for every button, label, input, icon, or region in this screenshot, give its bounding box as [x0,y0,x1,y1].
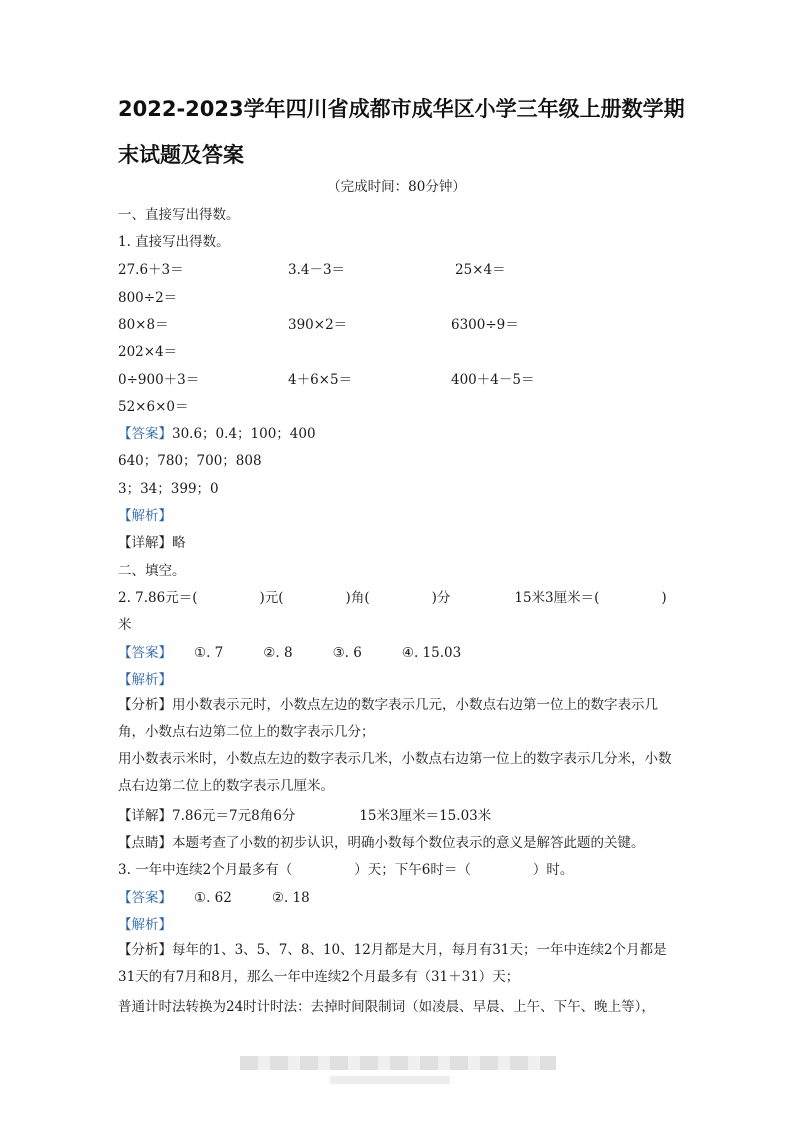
question-2-unit: 米 [118,617,132,633]
fenxi-text: 用小数表示元时，小数点左边的数字表示几元，小数点右边第一位上的数字表示几角，小数点右边第二位上的数字表示几分； [118,697,658,740]
section-1-heading: 一、直接写出得数。 [118,207,240,223]
calc-item: 25×4＝ [455,262,506,278]
q3-part-b: ）天；下午6时＝（ [354,862,471,878]
calc-item: 27.6＋3＝ [118,262,184,278]
answer-tag: 【答案】 [118,426,172,442]
question-2-text [118,588,667,608]
q2-fen: )分 [431,590,451,606]
answer-tag: 【答案】 [118,645,172,661]
calc-item: 80×8＝ [118,317,169,333]
calc-item: 400＋4－5＝ [451,372,535,388]
answer-item: ②. 18 [271,890,310,906]
q2-jiao: )角( [345,590,370,606]
analysis-tag: 【解析】 [118,508,172,524]
analysis-tag: 【解析】 [118,917,172,933]
fenxi-text: 每年的1、3、5、7、8、10、12月都是大月，每月有31天；一年中连续2个月都是31天的有7月和8月，那么一年中连续2个月最多有（31＋31）天； [118,942,667,985]
analysis-tag: 【解析】 [118,672,172,688]
detail-tag: 【详解】 [118,535,172,551]
fenxi-tag: 【分析】 [118,697,172,713]
calc-item: 3.4－3＝ [288,262,346,278]
detail-text-b: 15米3厘米＝15.03米 [359,808,492,824]
answer-item: ①. 7 [194,645,224,661]
q2-close: ) [661,590,667,606]
detail-text: 略 [172,535,186,551]
question-1-text: 1. 直接写出得数。 [118,234,230,250]
q3-part-a: 3. 一年中连续2个月最多有（ [118,862,293,878]
time-note: （完成时间：80分钟） [327,179,466,195]
q2-fenxi-paragraph-2: 用小数表示米时，小数点左边的数字表示几米，小数点右边第一位上的数字表示几分米，小数点右边第二位上的数字表示几厘米。 [118,751,672,794]
answer-item: ④. 15.03 [401,645,462,661]
blurred-footer-watermark [240,1056,556,1070]
calc-item: 390×2＝ [288,317,348,333]
q3-part-c: ）时。 [532,862,574,878]
detail-line [118,533,186,553]
answer-text: 30.6；0.4；100；400 [172,426,316,442]
document-title-line-1: 2022-2023学年四川省成都市成华区小学三年级上册数学期 [118,97,685,121]
calc-item: 52×6×0＝ [118,399,189,415]
detail-tag: 【详解】 [118,808,172,824]
blurred-footer-watermark-small [330,1076,450,1084]
q2-part2: 15米3厘米＝( [514,590,600,606]
answer-item: ③. 6 [332,645,362,661]
detail-text-a: 7.86元＝7元8角6分 [172,808,296,824]
document-title-line-2: 末试题及答案 [118,143,244,167]
q2-answer-line [118,643,461,663]
answer-tag: 【答案】 [118,890,172,906]
answer-line-3: 3；34；399；0 [118,481,219,497]
answer-item: ①. 62 [194,890,232,906]
q3-fenxi-paragraph-2: 普通计时法转换为24时计时法：去掉时间限制词（如凌晨、早晨、上午、下午、晚上等）， [118,999,655,1015]
dianjing-tag: 【点睛】 [118,835,172,851]
calc-item: 4＋6×5＝ [288,372,353,388]
answer-item: ②. 8 [263,645,293,661]
answer-line-1 [118,424,316,444]
calc-item: 0÷900＋3＝ [118,372,200,388]
q3-answer-line [118,888,310,908]
q2-fenxi-paragraph-1 [118,692,680,746]
calc-item: 800÷2＝ [118,290,178,306]
q2-yuan: )元( [259,590,284,606]
q2-dianjing-line [118,833,645,853]
calc-item: 202×4＝ [118,344,178,360]
question-3-text [118,860,573,880]
dianjing-text: 本题考查了小数的初步认识，明确小数每个数位表示的意义是解答此题的关键。 [172,835,645,851]
q3-fenxi-paragraph-1 [118,937,680,991]
q2-prefix: 2. 7.86元＝( [118,590,198,606]
calc-item: 6300÷9＝ [451,317,519,333]
section-2-heading: 二、填空。 [118,563,186,579]
fenxi-tag: 【分析】 [118,942,172,958]
q2-detail-line [118,806,491,826]
answer-line-2: 640；780；700；808 [118,453,262,469]
